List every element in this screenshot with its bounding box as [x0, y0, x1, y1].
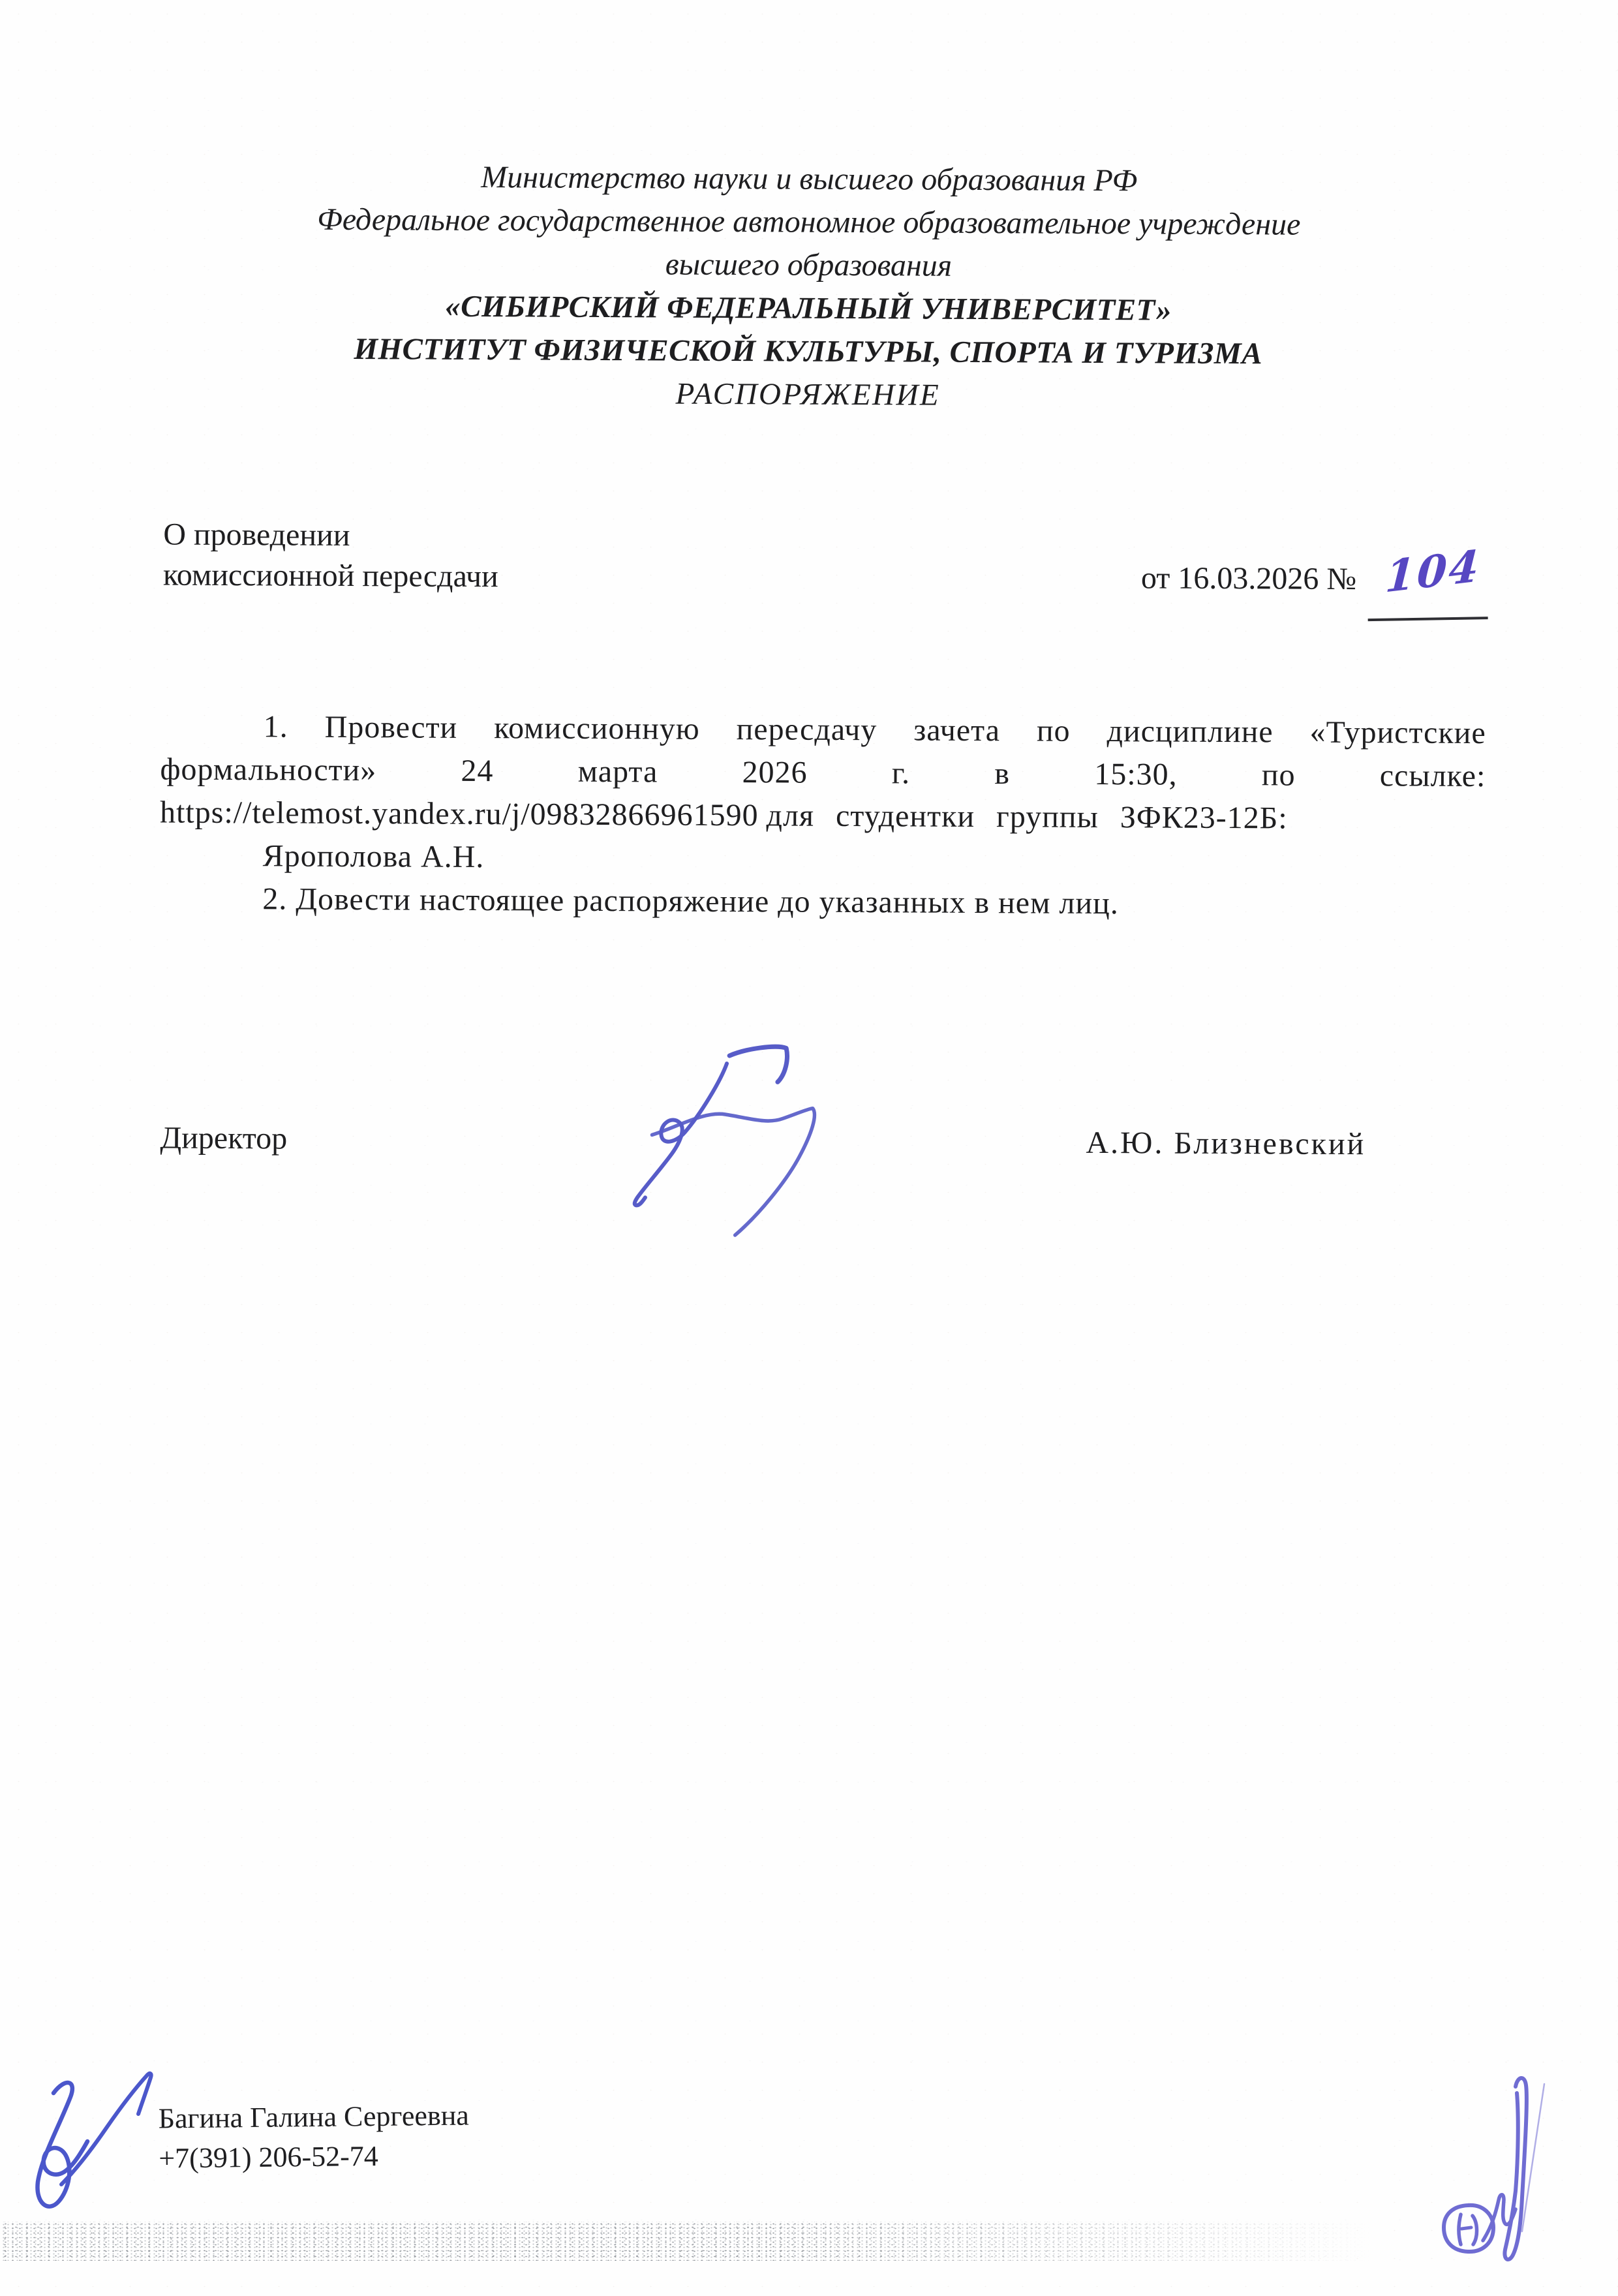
signer-name: А.Ю. Близневский [1086, 1125, 1366, 1162]
header-ministry: Министерство науки и высшего образования РФ [481, 160, 1138, 198]
body-item1-line3-tail: для студентки группы ЗФК23-12Б: [766, 798, 1288, 836]
number-underline [1368, 617, 1488, 621]
director-signature [605, 1017, 831, 1253]
body-item2: 2. Довести настоящее распоряжение до указанных в нем лиц. [262, 881, 1119, 921]
document-body [159, 705, 1486, 927]
body-item1-line2: формальности» 24 марта 2026 г. в 15:30, по ссылке: [160, 752, 1486, 794]
header-university-name: «СИБИРСКИЙ ФЕДЕРАЛЬНЫЙ УНИВЕРСИТЕТ» [445, 289, 1172, 328]
document-subject [163, 514, 498, 597]
executor-phone: +7(391) 206-52-74 [159, 2139, 379, 2175]
body-item1-line3 [160, 791, 1486, 841]
body-item1-line1: 1. Провести комиссионную пересдачу зачета по дисциплине «Туристские [263, 709, 1486, 751]
date-number-label: от 16.03.2026 № [1140, 560, 1357, 597]
header-institution-line1: Федеральное государственное автономное образовательное учреждение [317, 202, 1301, 242]
subject-line2: комиссионной пересдачи [162, 557, 498, 594]
document-header [0, 153, 1618, 420]
telemost-link[interactable]: https://telemost.yandex.ru/j/09832866961590 [159, 795, 759, 833]
header-institute-name: ИНСТИТУТ ФИЗИЧЕСКОЙ КУЛЬТУРЫ, СПОРТА И ТУРИЗМА [354, 332, 1263, 371]
subject-line1: О проведении [163, 517, 350, 553]
header-institution-line2: высшего образования [665, 247, 953, 283]
signer-position: Директор [160, 1120, 288, 1156]
executor-block [158, 2096, 469, 2179]
document-type-title: РАСПОРЯЖЕНИЕ [675, 376, 941, 412]
handwritten-document-number: 104 [1384, 540, 1482, 603]
student-name: Ярополова А.Н. [262, 838, 485, 875]
executor-name: Багина Галина Сергеевна [158, 2099, 470, 2135]
